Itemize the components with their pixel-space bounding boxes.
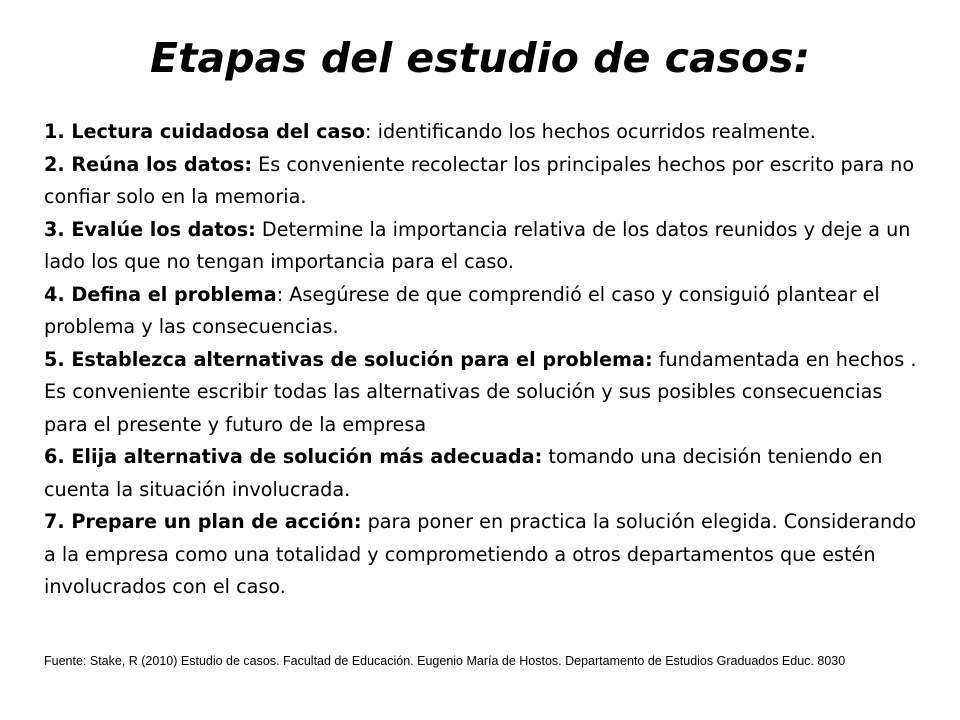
step-text: : identificando los hechos ocurridos realmente. xyxy=(365,120,816,143)
source-citation: Fuente: Stake, R (2010) Estudio de casos. Facultad de Educación. Eugenio María de Hostos. Departamento de Estudios Graduados Educ. 8030 xyxy=(44,654,846,668)
step-heading: 6. Elija alternativa de solución más adecuada: xyxy=(44,445,543,468)
step-text: tomando una decisión teniendo en cuenta la situación involucrada. xyxy=(44,445,883,501)
step-heading: 1. Lectura cuidadosa del caso xyxy=(44,120,366,143)
step-3 xyxy=(44,214,924,279)
steps-list xyxy=(44,116,924,604)
step-2 xyxy=(44,149,924,214)
step-heading: 5. Establezca alternativas de solución para el problema: xyxy=(44,347,653,371)
step-text: Determine la importancia relativa de los datos reunidos y deje a un lado los que no tengan importancia para el caso. xyxy=(44,217,911,273)
step-text: para poner en practica la solución elegida. Considerando a la empresa como una totalidad y comprometiendo a otros departamentos que estén involucrados con el caso. xyxy=(44,510,917,598)
step-7 xyxy=(44,506,924,604)
step-text: fundamentada en hechos . Es conveniente escribir todas las alternativas de solución y sus posibles consecuencias para el presente y futuro de la empresa xyxy=(44,347,917,436)
step-heading: 3. Evalúe los datos: xyxy=(44,217,256,241)
step-1 xyxy=(44,116,924,149)
step-4 xyxy=(44,279,924,344)
step-text: : Asegúrese de que comprendió el caso y consiguió plantear el problema y las consecuencias. xyxy=(44,282,880,338)
step-5 xyxy=(44,344,924,442)
step-text: Es conveniente recolectar los principales hechos por escrito para no confiar solo en la memoria. xyxy=(44,152,915,208)
slide-title: Etapas del estudio de casos: xyxy=(149,34,811,82)
step-6 xyxy=(44,441,924,506)
step-heading: 2. Reúna los datos: xyxy=(44,152,253,176)
step-heading: 7. Prepare un plan de acción: xyxy=(44,510,362,533)
step-heading: 4. Defina el problema xyxy=(44,282,277,306)
